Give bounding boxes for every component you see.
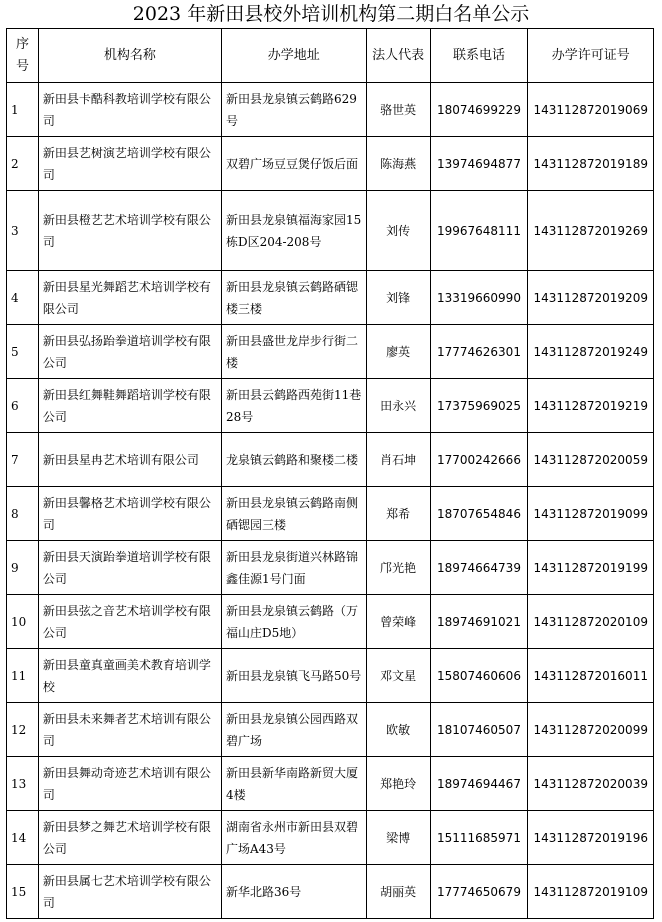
cell-license-number: 143112872020059 xyxy=(528,433,654,487)
cell-legal-representative: 田永兴 xyxy=(366,379,430,433)
cell-serial-number: 4 xyxy=(7,271,39,325)
table-row xyxy=(7,649,654,703)
table-row xyxy=(7,541,654,595)
cell-institution-name: 新田县橙艺艺术培训学校有限公司 xyxy=(38,191,221,271)
table-row xyxy=(7,379,654,433)
cell-address: 新田县龙泉镇福海家园15栋D区204-208号 xyxy=(221,191,366,271)
cell-address: 新田县龙泉镇公园西路双碧广场 xyxy=(221,703,366,757)
cell-serial-number: 11 xyxy=(7,649,39,703)
cell-address: 新田县龙泉街道兴林路锦鑫佳源1号门面 xyxy=(221,541,366,595)
table-row xyxy=(7,191,654,271)
cell-license-number: 143112872019209 xyxy=(528,271,654,325)
cell-institution-name: 新田县梦之舞艺术培训学校有限公司 xyxy=(38,811,221,865)
cell-phone: 13319660990 xyxy=(430,271,528,325)
header-license-number: 办学许可证号 xyxy=(528,29,654,83)
cell-license-number: 143112872019069 xyxy=(528,83,654,137)
whitelist-table xyxy=(6,28,654,919)
cell-license-number: 143112872020039 xyxy=(528,757,654,811)
table-row xyxy=(7,703,654,757)
cell-address: 新田县龙泉镇云鹤路南侧硒锶园三楼 xyxy=(221,487,366,541)
cell-serial-number: 6 xyxy=(7,379,39,433)
cell-legal-representative: 胡丽英 xyxy=(366,865,430,919)
cell-legal-representative: 刘传 xyxy=(366,191,430,271)
cell-phone: 17774650679 xyxy=(430,865,528,919)
cell-serial-number: 9 xyxy=(7,541,39,595)
cell-phone: 17700242666 xyxy=(430,433,528,487)
cell-serial-number: 8 xyxy=(7,487,39,541)
cell-serial-number: 10 xyxy=(7,595,39,649)
cell-license-number: 143112872019099 xyxy=(528,487,654,541)
cell-license-number: 143112872019196 xyxy=(528,811,654,865)
cell-phone: 19967648111 xyxy=(430,191,528,271)
cell-address: 双碧广场豆豆煲仔饭后面 xyxy=(221,137,366,191)
cell-legal-representative: 郑艳玲 xyxy=(366,757,430,811)
cell-legal-representative: 曾荣峰 xyxy=(366,595,430,649)
cell-license-number: 143112872020109 xyxy=(528,595,654,649)
cell-address: 湖南省永州市新田县双碧广场A43号 xyxy=(221,811,366,865)
cell-license-number: 143112872019249 xyxy=(528,325,654,379)
cell-license-number: 143112872019219 xyxy=(528,379,654,433)
cell-institution-name: 新田县星冉艺术培训有限公司 xyxy=(38,433,221,487)
cell-serial-number: 1 xyxy=(7,83,39,137)
cell-phone: 17774626301 xyxy=(430,325,528,379)
cell-license-number: 143112872019269 xyxy=(528,191,654,271)
table-row xyxy=(7,811,654,865)
cell-legal-representative: 廖英 xyxy=(366,325,430,379)
table-row xyxy=(7,595,654,649)
cell-serial-number: 15 xyxy=(7,865,39,919)
cell-serial-number: 3 xyxy=(7,191,39,271)
cell-legal-representative: 骆世英 xyxy=(366,83,430,137)
cell-phone: 18107460507 xyxy=(430,703,528,757)
cell-legal-representative: 肖石坤 xyxy=(366,433,430,487)
cell-phone: 13974694877 xyxy=(430,137,528,191)
cell-serial-number: 12 xyxy=(7,703,39,757)
cell-institution-name: 新田县天演跆拳道培训学校有限公司 xyxy=(38,541,221,595)
cell-phone: 17375969025 xyxy=(430,379,528,433)
cell-phone: 15111685971 xyxy=(430,811,528,865)
cell-institution-name: 新田县星光舞蹈艺术培训学校有限公司 xyxy=(38,271,221,325)
table-row xyxy=(7,83,654,137)
cell-legal-representative: 邝光艳 xyxy=(366,541,430,595)
header-legal-representative: 法人代表 xyxy=(366,29,430,83)
cell-institution-name: 新田县童真童画美术教育培训学校 xyxy=(38,649,221,703)
cell-address: 新田县龙泉镇云鹤路硒锶楼三楼 xyxy=(221,271,366,325)
cell-institution-name: 新田县红舞鞋舞蹈培训学校有限公司 xyxy=(38,379,221,433)
cell-legal-representative: 刘锋 xyxy=(366,271,430,325)
cell-serial-number: 13 xyxy=(7,757,39,811)
header-institution-name: 机构名称 xyxy=(38,29,221,83)
page-title: 2023 年新田县校外培训机构第二期白名单公示 xyxy=(132,3,530,25)
cell-institution-name: 新田县属七艺术培训学校有限公司 xyxy=(38,865,221,919)
cell-phone: 18707654846 xyxy=(430,487,528,541)
cell-address: 新田县云鹤路西苑街11巷28号 xyxy=(221,379,366,433)
cell-address: 新田县龙泉镇云鹤路629号 xyxy=(221,83,366,137)
cell-institution-name: 新田县弦之音艺术培训学校有限公司 xyxy=(38,595,221,649)
table-header-row xyxy=(7,29,654,83)
cell-institution-name: 新田县馨格艺术培训学校有限公司 xyxy=(38,487,221,541)
table-row xyxy=(7,433,654,487)
cell-address: 新田县龙泉镇云鹤路（万福山庄D5地） xyxy=(221,595,366,649)
cell-phone: 18974694467 xyxy=(430,757,528,811)
header-phone: 联系电话 xyxy=(430,29,528,83)
header-serial-number: 序号 xyxy=(7,29,39,83)
cell-legal-representative: 邓文星 xyxy=(366,649,430,703)
cell-phone: 18974664739 xyxy=(430,541,528,595)
cell-institution-name: 新田县弘扬跆拳道培训学校有限公司 xyxy=(38,325,221,379)
header-address: 办学地址 xyxy=(221,29,366,83)
cell-legal-representative: 陈海燕 xyxy=(366,137,430,191)
cell-license-number: 143112872019199 xyxy=(528,541,654,595)
cell-phone: 18974691021 xyxy=(430,595,528,649)
cell-address: 龙泉镇云鹤路和聚楼二楼 xyxy=(221,433,366,487)
cell-legal-representative: 梁博 xyxy=(366,811,430,865)
table-row xyxy=(7,271,654,325)
table-row xyxy=(7,325,654,379)
cell-legal-representative: 欧敏 xyxy=(366,703,430,757)
table-row xyxy=(7,757,654,811)
cell-phone: 15807460606 xyxy=(430,649,528,703)
table-row xyxy=(7,865,654,919)
cell-license-number: 143112872016011 xyxy=(528,649,654,703)
cell-serial-number: 7 xyxy=(7,433,39,487)
cell-address: 新华北路36号 xyxy=(221,865,366,919)
cell-institution-name: 新田县未来舞者艺术培训有限公司 xyxy=(38,703,221,757)
cell-phone: 18074699229 xyxy=(430,83,528,137)
cell-serial-number: 2 xyxy=(7,137,39,191)
cell-license-number: 143112872019109 xyxy=(528,865,654,919)
cell-institution-name: 新田县舞动奇迹艺术培训有限公司 xyxy=(38,757,221,811)
cell-address: 新田县龙泉镇飞马路50号 xyxy=(221,649,366,703)
cell-serial-number: 14 xyxy=(7,811,39,865)
table-row xyxy=(7,137,654,191)
cell-license-number: 143112872020099 xyxy=(528,703,654,757)
table-row xyxy=(7,487,654,541)
cell-serial-number: 5 xyxy=(7,325,39,379)
cell-institution-name: 新田县艺树演艺培训学校有限公司 xyxy=(38,137,221,191)
cell-address: 新田县新华南路新贸大厦4楼 xyxy=(221,757,366,811)
cell-license-number: 143112872019189 xyxy=(528,137,654,191)
cell-institution-name: 新田县卡酷科教培训学校有限公司 xyxy=(38,83,221,137)
cell-legal-representative: 郑希 xyxy=(366,487,430,541)
cell-address: 新田县盛世龙岸步行街二楼 xyxy=(221,325,366,379)
